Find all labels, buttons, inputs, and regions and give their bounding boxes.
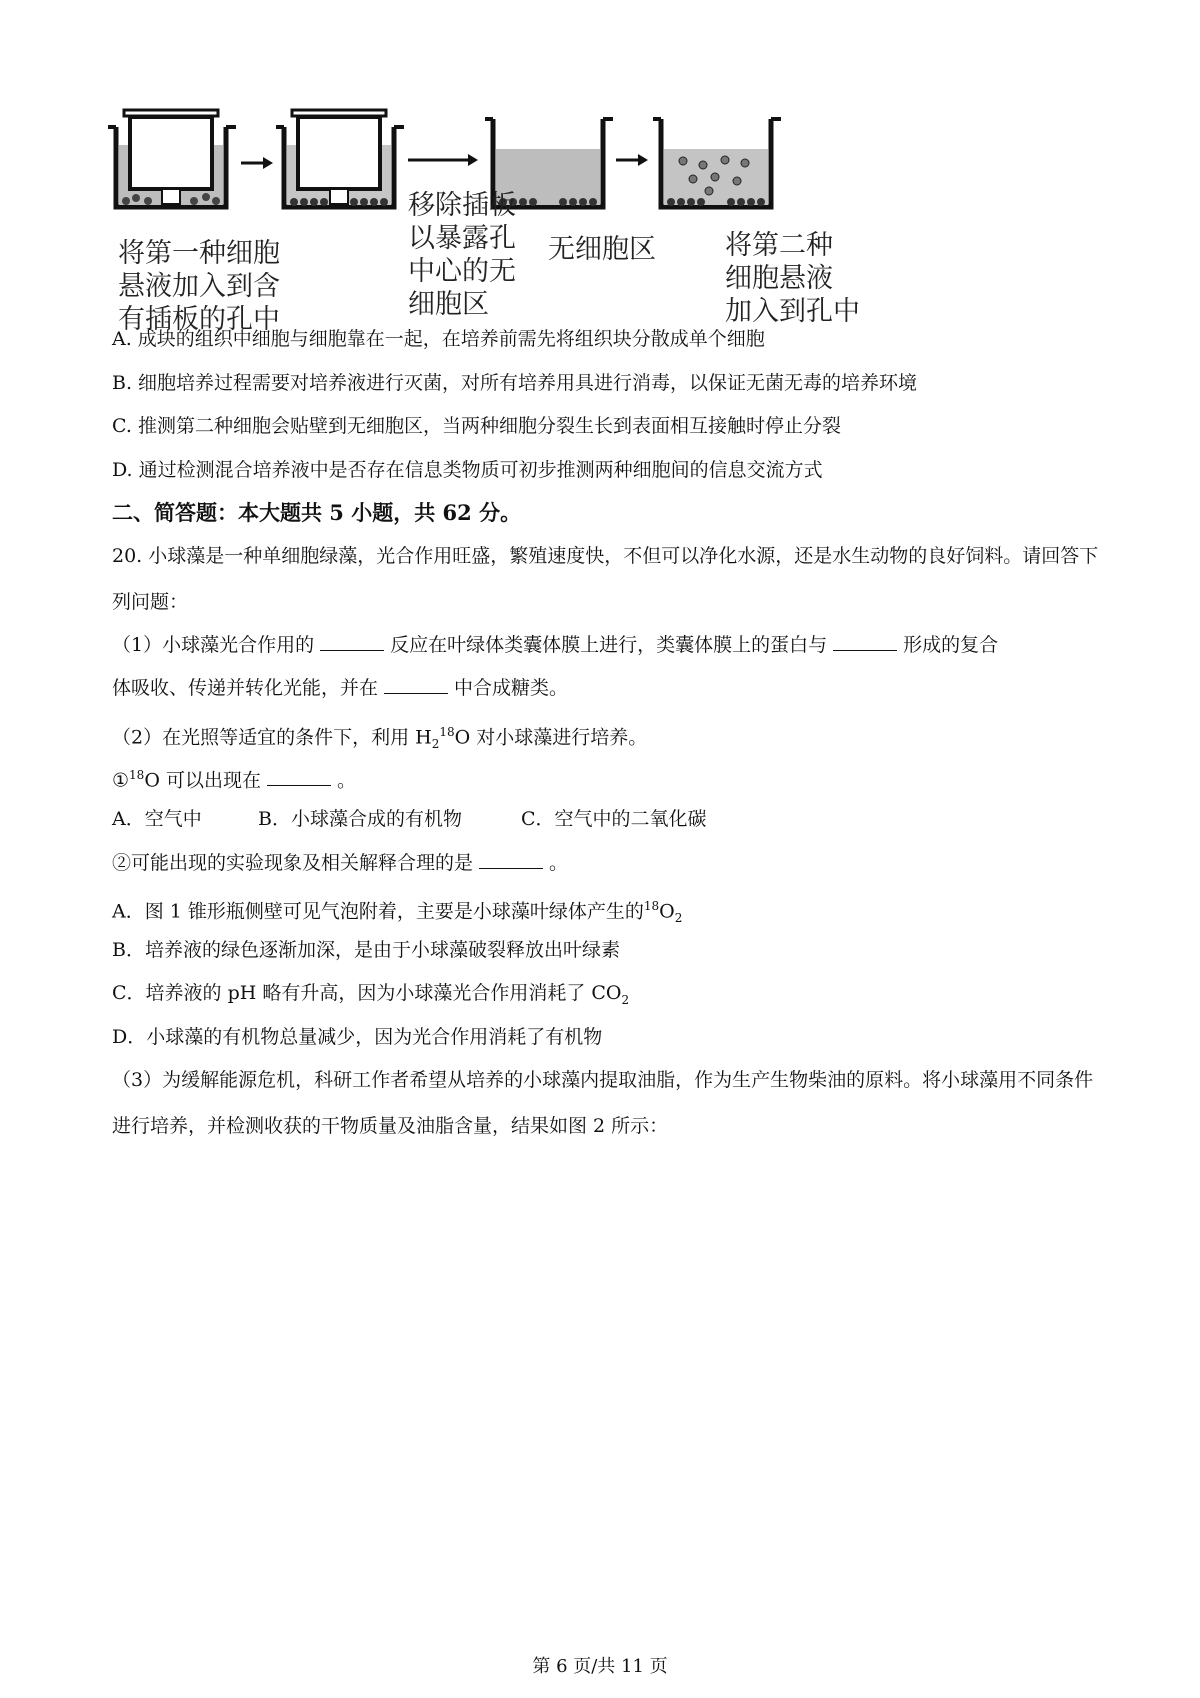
text: 反应在叶绿体类囊体膜上进行，类囊体膜上的蛋白与 — [390, 634, 828, 656]
text: （2）在光照等适宜的条件下，利用 H — [112, 726, 432, 749]
choice-b: B．小球藻合成的有机物 — [258, 808, 462, 830]
text: ②可能出现的实验现象及相关解释合理的是 — [112, 852, 474, 874]
text: O 可以出现在 — [144, 769, 261, 792]
option-c: C. 推测第二种细胞会贴壁到无细胞区，当两种细胞分裂生长到表面相互接触时停止分裂 — [112, 415, 841, 437]
option-a: A. 成块的组织中细胞与细胞靠在一起，在培养前需先将组织块分散成单个细胞 — [112, 328, 765, 350]
well-with-insert-2 — [276, 110, 404, 207]
caption-step2: 移除插板 以暴露孔 中心的无 细胞区 — [408, 190, 516, 320]
option-b: B. 细胞培养过程需要对培养液进行灭菌，对所有培养用具进行消毒，以保证无菌无毒的培养环境 — [112, 372, 918, 394]
answer-blank-5[interactable] — [479, 850, 543, 869]
q20-part1-line1 — [112, 632, 998, 658]
subscript: 2 — [674, 911, 683, 926]
answer-blank-4[interactable] — [267, 767, 331, 786]
choice-a: A．空气中 — [112, 808, 202, 830]
cell-culture-diagram — [108, 105, 868, 345]
q20-sub2 — [112, 850, 568, 876]
superscript: 18 — [129, 768, 145, 782]
subscript: 2 — [431, 737, 440, 752]
q20-intro: 20. 小球藻是一种单细胞绿藻，光合作用旺盛，繁殖速度快，不但可以净化水源，还是水生动物的良好饲料。请回答下列问题： — [112, 545, 1099, 613]
section-heading: 二、简答题：本大题共 5 小题，共 62 分。 — [112, 500, 522, 525]
text: 形成的复合 — [903, 634, 999, 656]
q20-sub2-option-b: B．培养液的绿色逐渐加深，是由于小球藻破裂释放出叶绿素 — [112, 939, 620, 961]
answer-blank-3[interactable] — [384, 675, 448, 694]
superscript: 18 — [643, 899, 660, 913]
q20-part3: （3）为缓解能源危机，科研工作者希望从培养的小球藻内提取油脂，作为生产生物柴油的原料。将小球藻用不同条件进行培养，并检测收获的干物质量及油脂含量，结果如图 2 所示： — [112, 1069, 1094, 1137]
text: O — [659, 900, 675, 923]
text: （1）小球藻光合作用的 — [112, 634, 315, 656]
arrow-1 — [241, 157, 273, 169]
arrow-2 — [408, 154, 478, 166]
text: 中合成糖类。 — [454, 677, 569, 699]
text: A．图 1 锥形瓶侧壁可见气泡附着，主要是小球藻叶绿体产生的 — [112, 900, 644, 923]
text: 。 — [336, 769, 356, 792]
q20-sub2-option-c — [112, 980, 629, 1013]
q20-sub1-options — [112, 806, 707, 832]
choice-c: C．空气中的二氧化碳 — [521, 808, 707, 830]
caption-step4: 将第二种 细胞悬液 加入到孔中 — [725, 230, 860, 327]
caption-step3: 无细胞区 — [548, 234, 656, 265]
q20-sub2-option-d: D．小球藻的有机物总量减少，因为光合作用消耗了有机物 — [112, 1026, 603, 1048]
answer-blank-1[interactable] — [320, 632, 384, 651]
q20-sub1 — [112, 762, 356, 793]
q20-sub2-option-a — [112, 893, 682, 931]
text: O 对小球藻进行培养。 — [454, 726, 648, 749]
q20-part2 — [112, 719, 647, 757]
well-second-cells — [653, 119, 781, 207]
answer-blank-2[interactable] — [833, 632, 897, 651]
page-footer: 第 6 页/共 11 页 — [532, 1656, 668, 1677]
text: 。 — [549, 852, 569, 874]
option-d: D. 通过检测混合培养液中是否存在信息类物质可初步推测两种细胞间的信息交流方式 — [112, 459, 823, 481]
well-with-insert-1 — [108, 110, 236, 207]
text: C．培养液的 pH 略有升高，因为小球藻光合作用消耗了 CO — [112, 982, 622, 1004]
superscript: 18 — [439, 725, 455, 739]
arrow-3 — [616, 154, 648, 166]
text: 体吸收、传递并转化光能，并在 — [112, 677, 379, 699]
subscript: 2 — [621, 992, 630, 1007]
text: ① — [112, 769, 130, 792]
q20-part1-line2 — [112, 675, 568, 701]
caption-step1: 将第一种细胞 悬液加入到含 有插板的孔中 — [118, 238, 280, 335]
